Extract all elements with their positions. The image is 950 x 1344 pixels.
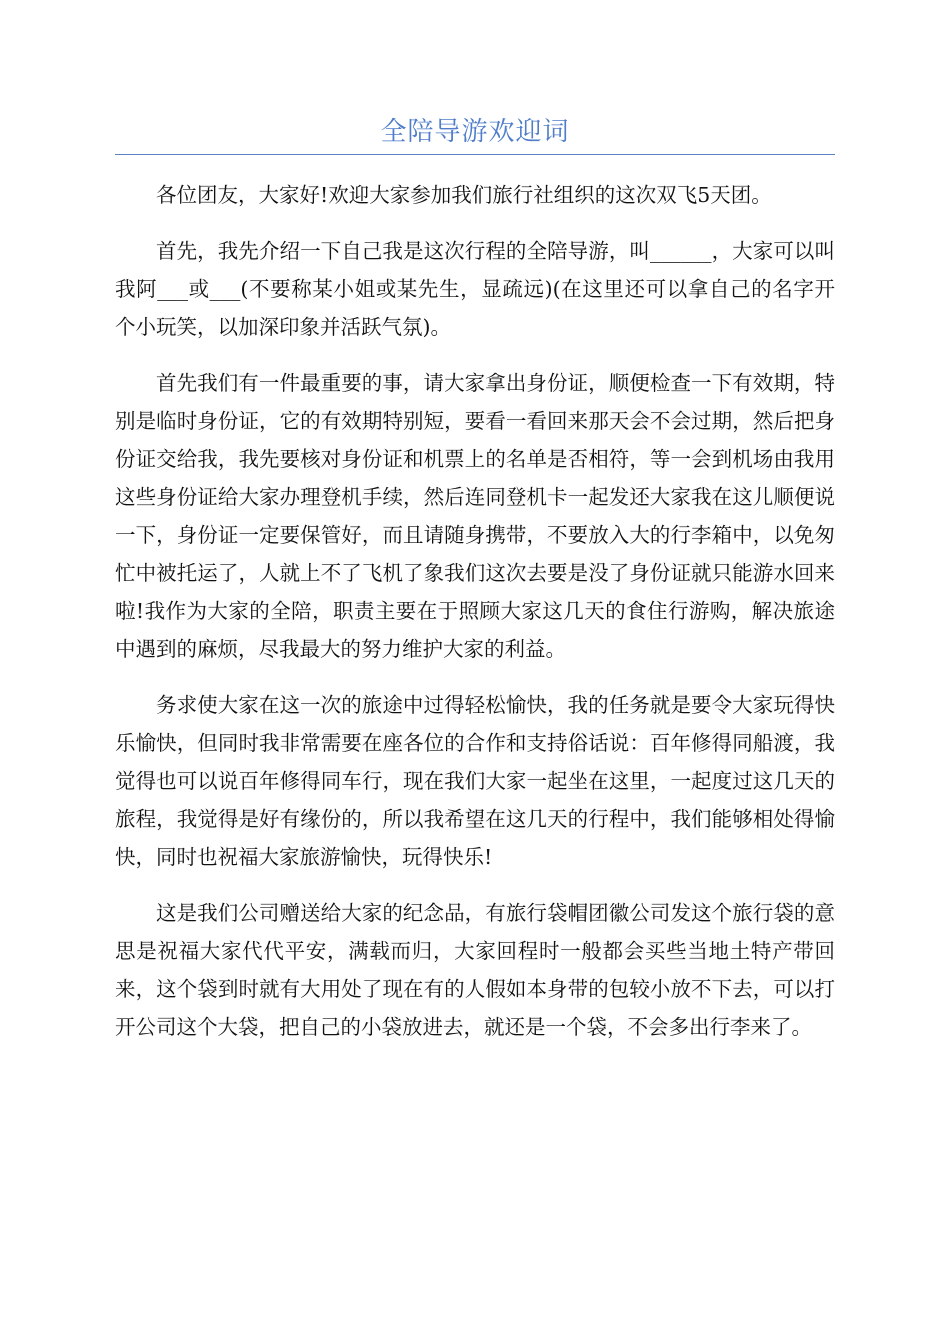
paragraph: 首先，我先介绍一下自己我是这次行程的全陪导游，叫______，大家可以叫我阿___或___(不要称某小姐或某先生，显疏远)(在这里还可以拿自己的名字开个小玩笑，以加深印象并活跃气氛)。 bbox=[115, 239, 835, 339]
document-title: 全陪导游欢迎词 bbox=[380, 117, 570, 147]
paragraph: 首先我们有一件最重要的事，请大家拿出身份证，顺便检查一下有效期，特别是临时身份证，它的有效期特别短，要看一看回来那天会不会过期，然后把身份证交给我，我先要核对身份证和机票上的名单是否相符，等一会到机场由我用这些身份证给大家办理登机手续，然后连同登机卡一起发还大家我在这儿顺便说一下，身份证一定要保管好，而且请随身携带，不要放入大的行李箱中，以免匆忙中被托运了，人就上不了飞机了象我们这次去要是没了身份证就只能游水回来啦!我作为大家的全陪，职责主要在于照顾大家这几天的食住行游购，解决旅途中遇到的麻烦，尽我最大的努力维护大家的利益。 bbox=[115, 371, 835, 661]
paragraph: 这是我们公司赠送给大家的纪念品，有旅行袋帽团徽公司发这个旅行袋的意思是祝福大家代代平安，满载而归，大家回程时一般都会买些当地土特产带回来，这个袋到时就有大用处了现在有的人假如本身带的包较小放不下去，可以打开公司这个大袋，把自己的小袋放进去，就还是一个袋，不会多出行李来了。 bbox=[115, 901, 835, 1039]
paragraph: 各位团友，大家好!欢迎大家参加我们旅行社组织的这次双飞5天团。 bbox=[156, 183, 772, 207]
paragraph: 务求使大家在这一次的旅途中过得轻松愉快，我的任务就是要令大家玩得快乐愉快，但同时我非常需要在座各位的合作和支持俗话说：百年修得同船渡，我觉得也可以说百年修得同车行，现在我们大家一起坐在这里，一起度过这几天的旅程，我觉得是好有缘份的，所以我希望在这几天的行程中，我们能够相处得愉快，同时也祝福大家旅游愉快，玩得快乐! bbox=[115, 693, 835, 869]
title-underline bbox=[115, 154, 835, 155]
document-body bbox=[115, 176, 835, 1064]
